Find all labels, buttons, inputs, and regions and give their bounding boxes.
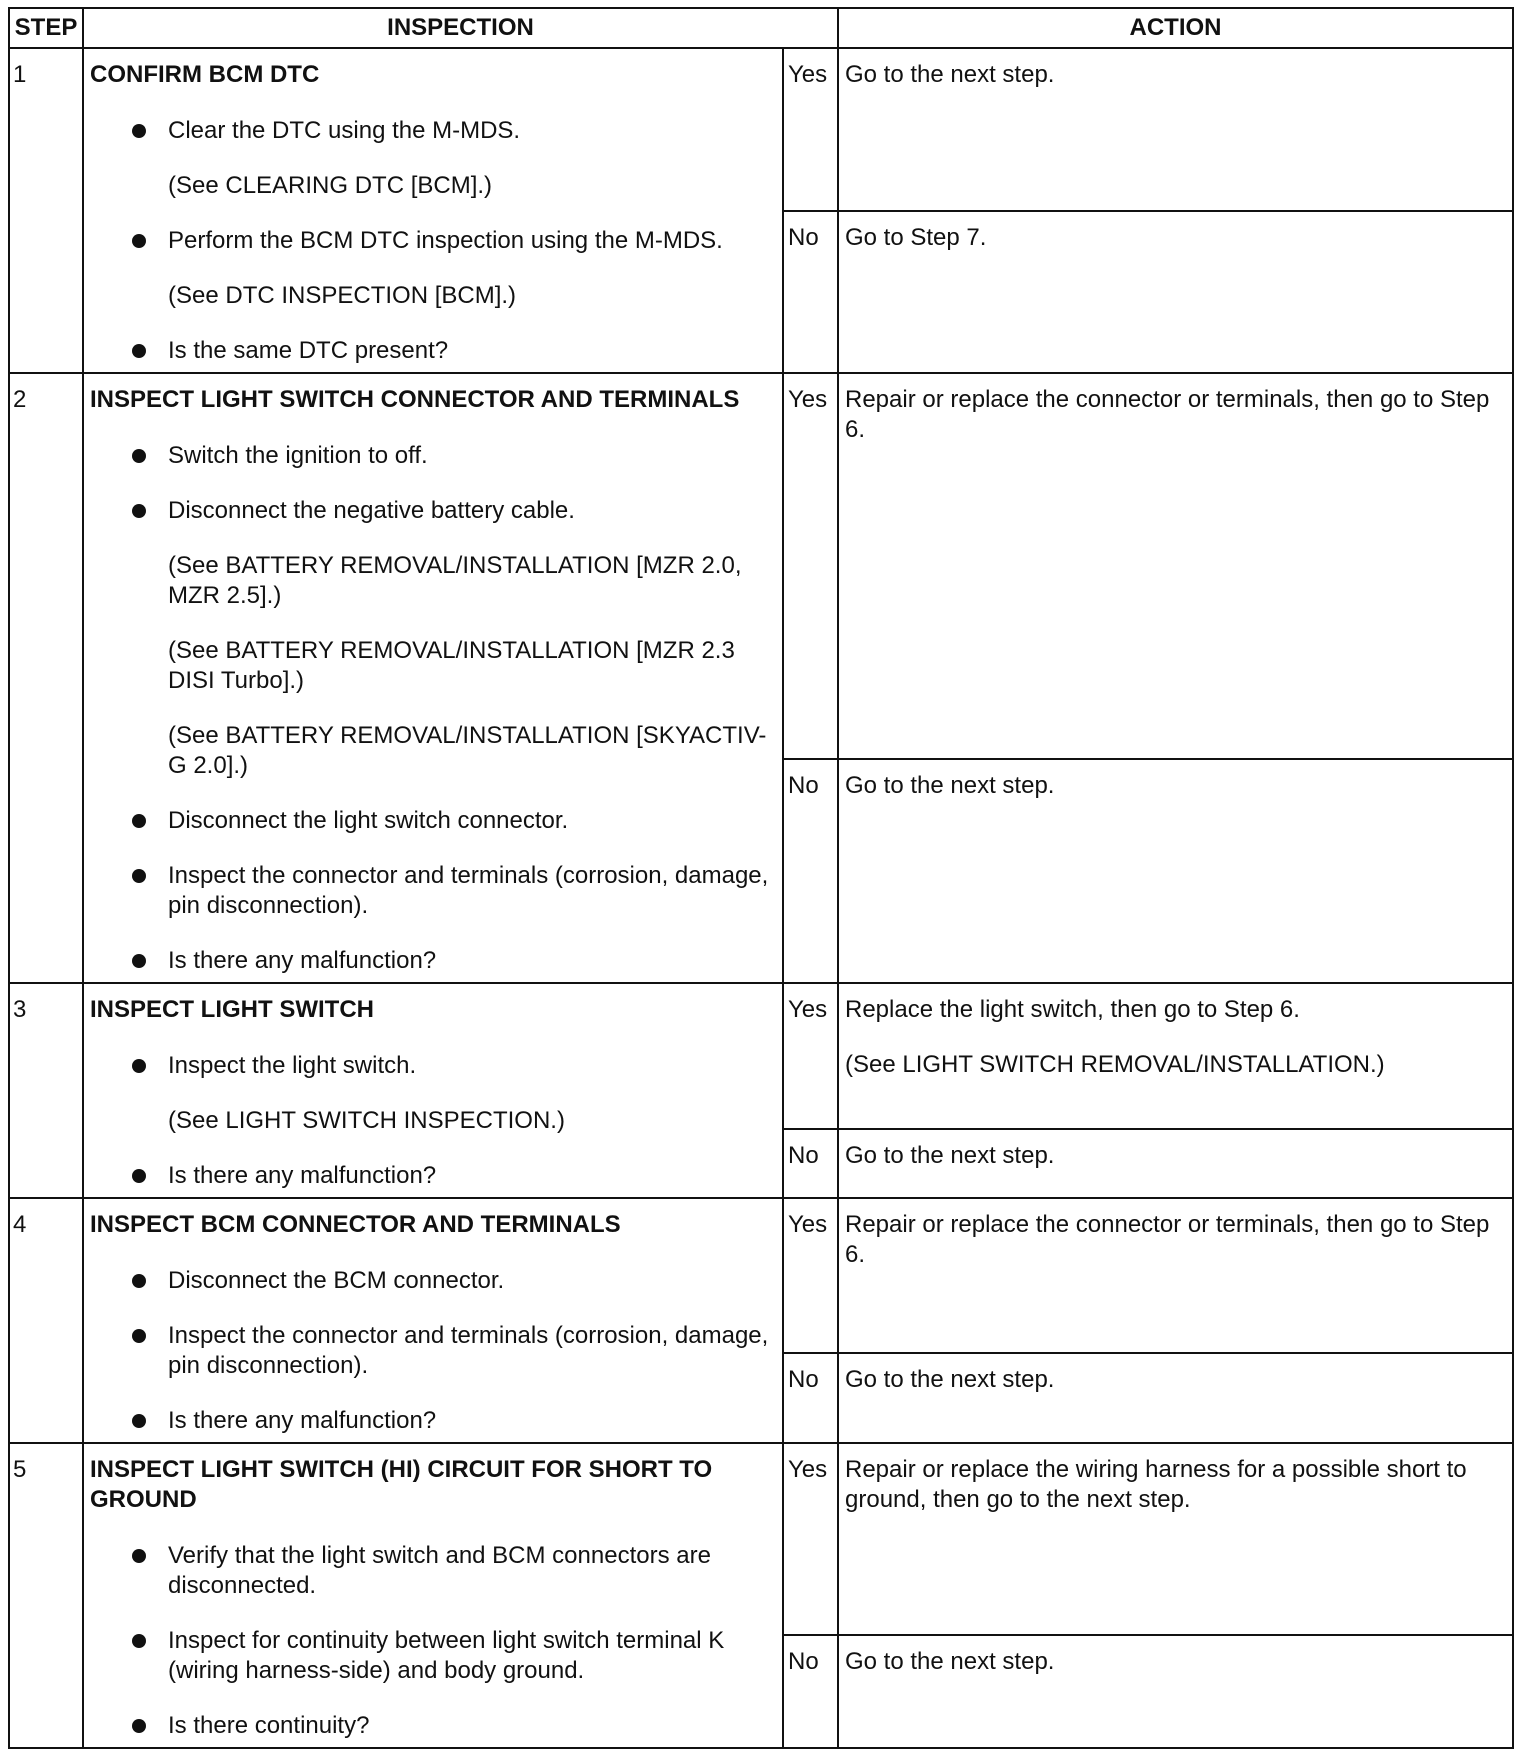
step-title: INSPECT LIGHT SWITCH (HI) CIRCUIT FOR SHORT TO GROUND [90,1456,713,1513]
inspection-item [90,336,774,366]
bullet-icon [132,814,146,828]
no-action-cell [838,1635,1513,1748]
bullet-icon [132,954,146,968]
step-number: 3 [9,983,83,1198]
step-number: 2 [9,373,83,983]
inspection-cell [83,373,783,983]
inspection-item [90,1626,774,1686]
no-action-text: Go to Step 7. [845,223,987,251]
no-label: No [783,1353,838,1443]
bullet-icon [132,504,146,518]
inspection-item [90,1051,774,1081]
step-title: CONFIRM BCM DTC [90,61,320,88]
header-inspection: INSPECTION [83,8,838,48]
no-action-cell [838,759,1513,983]
yes-label: Yes [783,48,838,211]
no-action-text: Go to the next step. [845,1366,1055,1394]
bullet-icon [132,234,146,248]
step-row-yes [9,1198,1513,1353]
step-title: INSPECT BCM CONNECTOR AND TERMINALS [90,1211,621,1238]
yes-label: Yes [783,983,838,1129]
yes-label: Yes [783,373,838,759]
inspection-item [90,441,774,471]
inspection-item-text: Is there any malfunction? [168,947,437,974]
reference-note: (See CLEARING DTC [BCM].) [168,172,493,199]
no-label: No [783,1635,838,1748]
bullet-icon [132,1169,146,1183]
bullet-icon [132,449,146,463]
yes-action-text: Repair or replace the connector or terminals, then go to Step 6. [845,386,1490,443]
inspection-item-text: Is the same DTC present? [168,337,449,364]
bullet-icon [132,124,146,138]
header-action: ACTION [838,8,1513,48]
inspection-item-text: Is there any malfunction? [168,1407,437,1434]
step-number: 1 [9,48,83,373]
inspection-item-text: Clear the DTC using the M-MDS. [168,117,521,144]
bullet-icon [132,1274,146,1288]
inspection-item-text: Inspect the light switch. [168,1052,417,1079]
yes-action-cell [838,1198,1513,1353]
step-title: INSPECT LIGHT SWITCH CONNECTOR AND TERMINALS [90,386,740,413]
inspection-cell [83,1443,783,1748]
inspection-item [90,861,774,921]
yes-action-text: Go to the next step. [845,61,1055,88]
inspection-item-text: Inspect the connector and terminals (corrosion, damage, pin disconnection). [168,862,769,919]
inspection-item-text: Disconnect the negative battery cable. [168,497,575,524]
inspection-item [90,1161,774,1191]
no-action-text: Go to the next step. [845,1142,1055,1170]
yes-action-cell [838,983,1513,1129]
bullet-icon [132,1414,146,1428]
step-number: 4 [9,1198,83,1443]
yes-action-cell [838,373,1513,759]
no-action-cell [838,1129,1513,1198]
inspection-item [90,1541,774,1601]
step-row-yes [9,48,1513,211]
inspection-item-text: Perform the BCM DTC inspection using the M-MDS. [168,227,723,254]
inspection-item [90,946,774,976]
inspection-cell [83,48,783,373]
inspection-item-text: Is there any malfunction? [168,1162,437,1189]
inspection-cell [83,983,783,1198]
bullet-icon [132,1329,146,1343]
bullet-icon [132,1719,146,1733]
inspection-item-text: Inspect for continuity between light switch terminal K (wiring harness-side) and body ground. [168,1627,725,1684]
reference-note: (See BATTERY REMOVAL/INSTALLATION [MZR 2.3 DISI Turbo].) [168,637,735,694]
inspection-item-text: Disconnect the light switch connector. [168,807,569,834]
reference-note: (See BATTERY REMOVAL/INSTALLATION [MZR 2.0, MZR 2.5].) [168,552,742,609]
header-step: STEP [9,8,83,48]
inspection-item [90,226,774,256]
inspection-item [90,1321,774,1381]
inspection-item [90,496,774,526]
inspection-cell [83,1198,783,1443]
inspection-item [90,806,774,836]
no-label: No [783,1129,838,1198]
inspection-item [90,1266,774,1296]
reference-note: (See DTC INSPECTION [BCM].) [168,282,517,309]
inspection-item-text: Verify that the light switch and BCM connectors are disconnected. [168,1542,711,1599]
step-row-yes [9,1443,1513,1635]
diagnostic-table [8,7,1514,1749]
yes-action-cell [838,48,1513,211]
yes-label: Yes [783,1198,838,1353]
yes-action-text: Repair or replace the connector or terminals, then go to Step 6. [845,1211,1490,1268]
step-row-yes [9,983,1513,1129]
no-action-cell [838,211,1513,374]
no-action-text: Go to the next step. [845,1648,1055,1676]
step-title: INSPECT LIGHT SWITCH [90,996,374,1023]
inspection-item [90,116,774,146]
step-number: 5 [9,1443,83,1748]
bullet-icon [132,869,146,883]
inspection-item [90,1406,774,1436]
no-action-cell [838,1353,1513,1443]
inspection-item-text: Inspect the connector and terminals (corrosion, damage, pin disconnection). [168,1322,769,1379]
bullet-icon [132,1059,146,1073]
reference-note: (See LIGHT SWITCH INSPECTION.) [168,1107,565,1134]
yes-action-text: (See LIGHT SWITCH REMOVAL/INSTALLATION.) [845,1051,1385,1078]
yes-action-cell [838,1443,1513,1635]
no-label: No [783,211,838,374]
inspection-item-text: Is there continuity? [168,1712,370,1739]
inspection-item [90,1711,774,1741]
bullet-icon [132,1549,146,1563]
bullet-icon [132,1634,146,1648]
no-label: No [783,759,838,983]
yes-action-text: Replace the light switch, then go to Step 6. [845,996,1300,1023]
yes-label: Yes [783,1443,838,1635]
inspection-item-text: Disconnect the BCM connector. [168,1267,505,1294]
inspection-item-text: Switch the ignition to off. [168,442,428,469]
reference-note: (See BATTERY REMOVAL/INSTALLATION [SKYACTIV-G 2.0].) [168,722,767,779]
no-action-text: Go to the next step. [845,772,1055,800]
bullet-icon [132,344,146,358]
step-row-yes [9,373,1513,759]
yes-action-text: Repair or replace the wiring harness for a possible short to ground, then go to the next step. [845,1456,1467,1513]
